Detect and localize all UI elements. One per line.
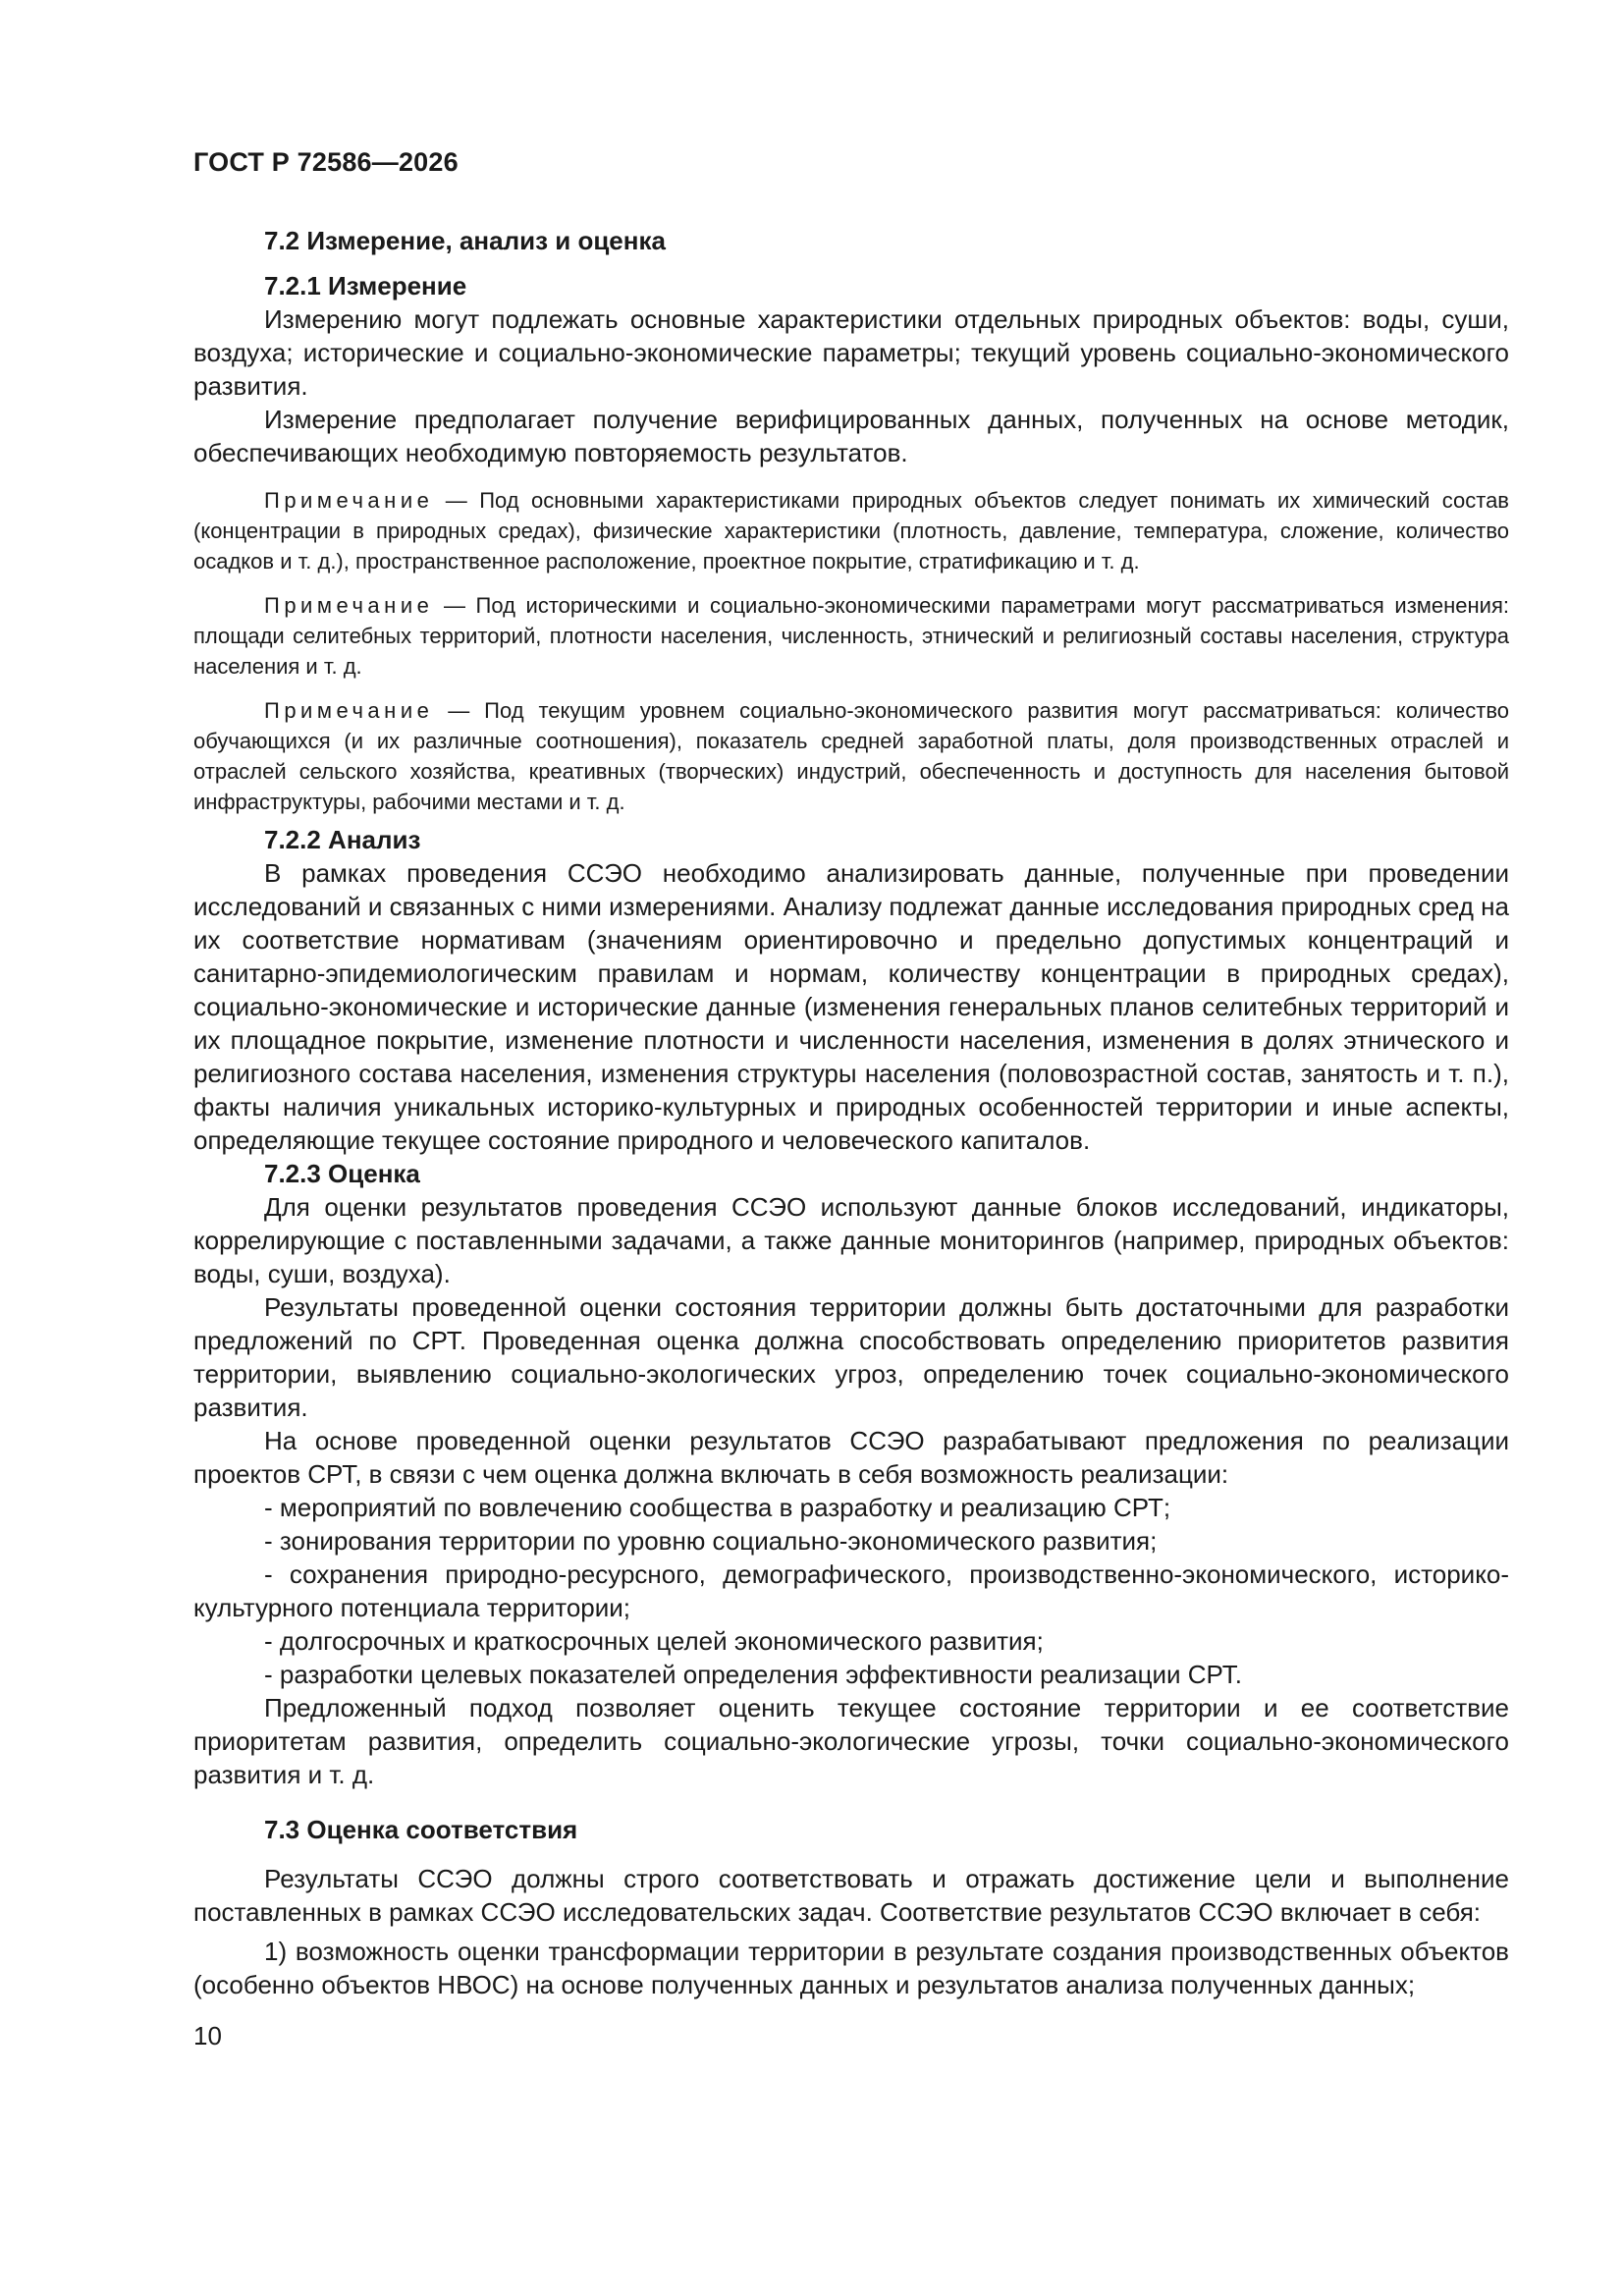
note-1	[193, 485, 1509, 576]
note-1-label: Примечание	[264, 488, 434, 513]
note-2-text: — Под историческими и социально-экономическими параметрами могут рассматриваться изменения: площади селитебных территорий, плотности населения, численность, этнический и религиозный составы населения, структура населения и т. д.	[193, 593, 1509, 679]
section-7-2-3-paragraph-4: Предложенный подход позволяет оценить текущее состояние территории и ее соответствие приоритетам развития, определить социально-экологические угрозы, точки социально-экономического развития и т. д.	[193, 1693, 1509, 1789]
section-7-3-paragraph-2: 1) возможность оценки трансформации территории в результате создания производственных объектов (особенно объектов НВОС) на основе полученных данных и результатов анализа полученных данных;	[193, 1937, 1509, 1999]
note-3-label: Примечание	[264, 698, 434, 723]
section-7-2-3-paragraph-3: На основе проведенной оценки результатов ССЭО разрабатывают предложения по реализации проектов СРТ, в связи с чем оценка должна включать в себя возможность реализации:	[193, 1426, 1509, 1489]
note-3	[193, 695, 1509, 817]
note-3-text: — Под текущим уровнем социально-экономического развития могут рассматриваться: количество обучающихся (и их различные соотношения), показатель средней заработной платы, доля производственных отраслей и отраслей сельского хозяйства, креативных (творческих) индустрий, обеспеченность и доступность для населения бытовой инфраструктуры, рабочими местами и т. д.	[193, 698, 1509, 814]
section-7-2-1-paragraph-1: Измерению могут подлежать основные характеристики отдельных природных объектов: воды, суши, воздуха; исторические и социально-экономические параметры; текущий уровень социально-экономического развития.	[193, 304, 1509, 401]
section-7-3-paragraph-1: Результаты ССЭО должны строго соответствовать и отражать достижение цели и выполнение поставленных в рамках ССЭО исследовательских задач. Соответствие результатов ССЭО включает в себя:	[193, 1864, 1509, 1927]
note-2	[193, 590, 1509, 682]
list-item: - сохранения природно-ресурсного, демографического, производственно-экономического, историко-культурного потенциала территории;	[193, 1559, 1509, 1622]
section-7-2-1-paragraph-2: Измерение предполагает получение верифицированных данных, полученных на основе методик, обеспечивающих необходимую повторяемость результатов.	[193, 405, 1509, 467]
section-7-2-title: 7.2 Измерение, анализ и оценка	[264, 226, 666, 255]
document-code-header: ГОСТ Р 72586—2026	[193, 147, 459, 177]
section-7-2-2-title: 7.2.2 Анализ	[264, 825, 421, 854]
section-7-2-3-paragraph-2: Результаты проведенной оценки состояния территории должны быть достаточными для разработки предложений по СРТ. Проведенная оценка должна способствовать определению приоритетов развития территории, выявлению социально-экологических угроз, определению точек социально-экономического развития.	[193, 1292, 1509, 1422]
list-item: - мероприятий по вовлечению сообщества в разработку и реализацию СРТ;	[264, 1493, 1171, 1522]
list-item: - зонирования территории по уровню социально-экономического развития;	[264, 1526, 1158, 1556]
list-item: - долгосрочных и краткосрочных целей экономического развития;	[264, 1626, 1044, 1656]
section-7-2-3-paragraph-1: Для оценки результатов проведения ССЭО используют данные блоков исследований, индикаторы, коррелирующие с поставленными задачами, а также данные мониторингов (например, природных объектов: воды, суши, воздуха).	[193, 1192, 1509, 1288]
note-1-text: — Под основными характеристиками природных объектов следует понимать их химический состав (концентрации в природных средах), физические характеристики (плотность, давление, температура, сложение, количество осадков и т. д.), пространственное расположение, проектное покрытие, стратификацию и т. д.	[193, 488, 1509, 574]
page-content	[193, 224, 1509, 2001]
section-7-3-title: 7.3 Оценка соответствия	[264, 1815, 578, 1844]
list-item: - разработки целевых показателей определения эффективности реализации СРТ.	[264, 1660, 1242, 1689]
section-7-2-1-title: 7.2.1 Измерение	[264, 271, 467, 301]
section-7-2-3-title: 7.2.3 Оценка	[264, 1159, 420, 1188]
page-number: 10	[193, 2021, 222, 2050]
section-7-2-2-paragraph-1: В рамках проведения ССЭО необходимо анализировать данные, полученные при проведении исследований и связанных с ними измерениями. Анализу подлежат данные исследования природных сред на их соответствие нормативам (значениям ориентировочно и предельно допустимых концентраций и санитарно-эпидемиологическим правилам и нормам, количеству концентрации в природных средах), социально-экономические и исторические данные (изменения генеральных планов селитебных территорий и их площадное покрытие, изменение плотности и численности населения, изменения в долях этнического и религиозного состава населения, изменения структуры населения (половозрастной состав, занятость и т. п.), факты наличия уникальных историко-культурных и природных особенностей территории и иные аспекты, определяющие текущее состояние природного и человеческого капиталов.	[193, 858, 1509, 1155]
note-2-label: Примечание	[264, 593, 434, 618]
